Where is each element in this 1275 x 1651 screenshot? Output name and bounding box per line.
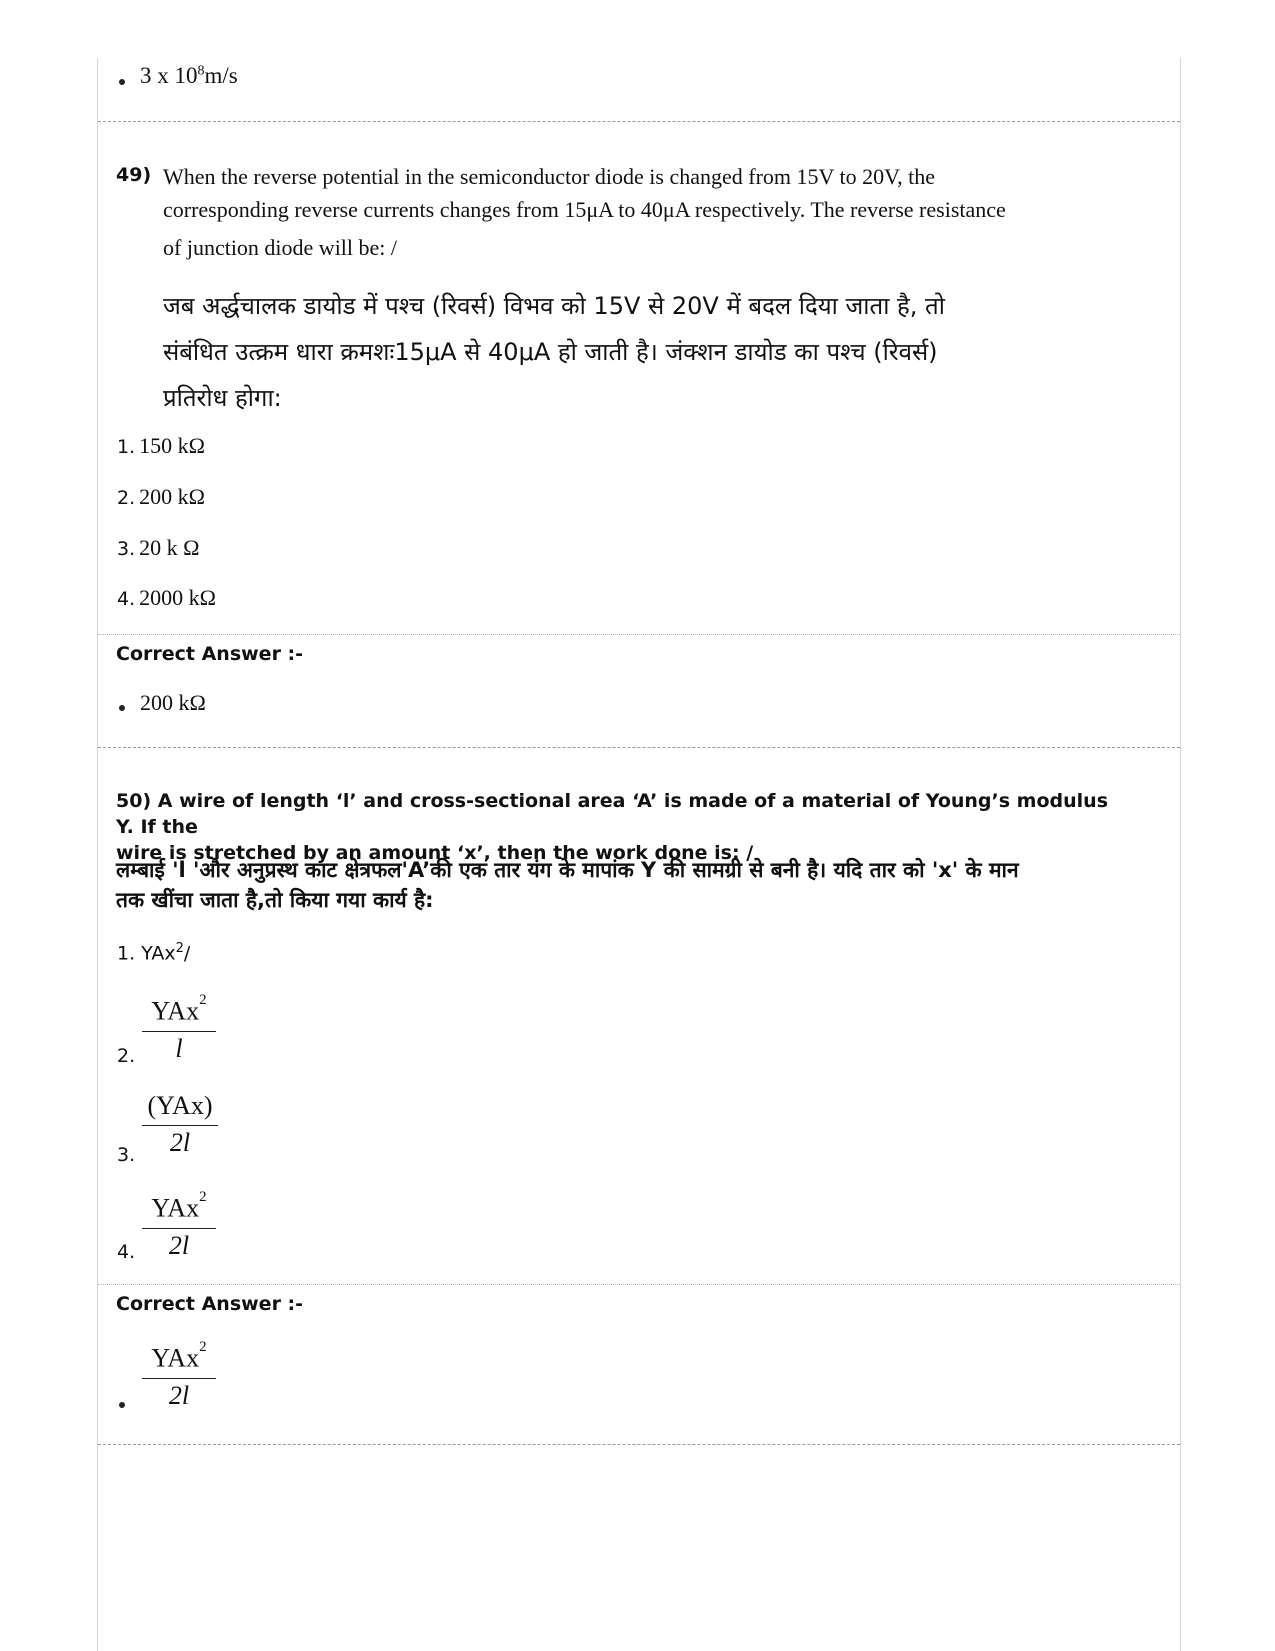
fraction-bar	[142, 1228, 216, 1229]
option-3[interactable]: 3. 20 k Ω	[117, 535, 200, 560]
fraction-bar	[142, 1031, 216, 1032]
option-2[interactable]: YAx$^2$ l	[142, 991, 216, 1064]
fraction-bar	[142, 1125, 218, 1126]
question-text: 50) A wire of length ‘l’ and cross-sectional area ‘A’ is made of a material of Young’s modulus Y. If the wire is stretched by an amount ‘x’, then the work done is: /	[116, 790, 1109, 864]
question-number: 49)	[116, 164, 152, 186]
option-4-number: 4.	[117, 1241, 136, 1263]
option-1[interactable]: 1. 150 kΩ	[117, 433, 205, 458]
question-separator	[98, 747, 1180, 748]
bullet	[119, 1402, 125, 1408]
option-3[interactable]: (YAx) 2l	[142, 1091, 218, 1158]
document-page	[97, 58, 1181, 1651]
answer-separator	[98, 634, 1180, 635]
answer-separator	[98, 1284, 1180, 1285]
correct-answer-label: Correct Answer :-	[116, 1293, 304, 1315]
bullet	[119, 79, 125, 85]
option-4[interactable]: YAx$^2$ 2l	[142, 1188, 216, 1261]
option-2[interactable]: 2. 200 kΩ	[117, 484, 205, 509]
question-separator	[98, 1444, 1180, 1445]
previous-correct-answer: 3 x $10^8m/s$	[140, 63, 238, 88]
correct-answer-value: YAx$^2$ 2l	[142, 1338, 216, 1411]
option-2-number: 2.	[117, 1045, 136, 1067]
option-1[interactable]: 1. YAx$^2$/	[117, 941, 191, 965]
question-text: When the reverse potential in the semiconductor diode is changed from 15V to 20V, the corresponding reverse currents changes from 15μA to 40μA respectively. The reverse resistance of junction diode will be: /	[163, 164, 1006, 260]
fraction-bar	[142, 1378, 216, 1379]
option-4[interactable]: 4. 2000 kΩ	[117, 585, 216, 610]
bullet	[119, 705, 125, 711]
option-3-number: 3.	[117, 1144, 136, 1166]
question-separator	[98, 121, 1180, 122]
correct-answer-label: Correct Answer :-	[116, 643, 304, 665]
question-text-hindi: जब अर्द्धचालक डायोड में पश्च (रिवर्स) विभव को 15V से 20V में बदल दिया जाता है, तो संबंधित उत्क्रम धारा क्रमशः15μA से 40μA हो जाती है। जंक्शन डायोड का पश्च (रिवर्स) प्रतिरोध होगा:	[163, 292, 945, 412]
question-text-hindi: लम्बाई 'l 'और अनुप्रस्थ काट क्षेत्रफल'A’की एक तार यंग के मापांक Y की सामग्री से बनी है। यदि तार को 'x' के मान तक खींचा जाता है,तो किया गया कार्य है:	[116, 858, 1019, 912]
correct-answer-value: 200 kΩ	[140, 690, 206, 715]
